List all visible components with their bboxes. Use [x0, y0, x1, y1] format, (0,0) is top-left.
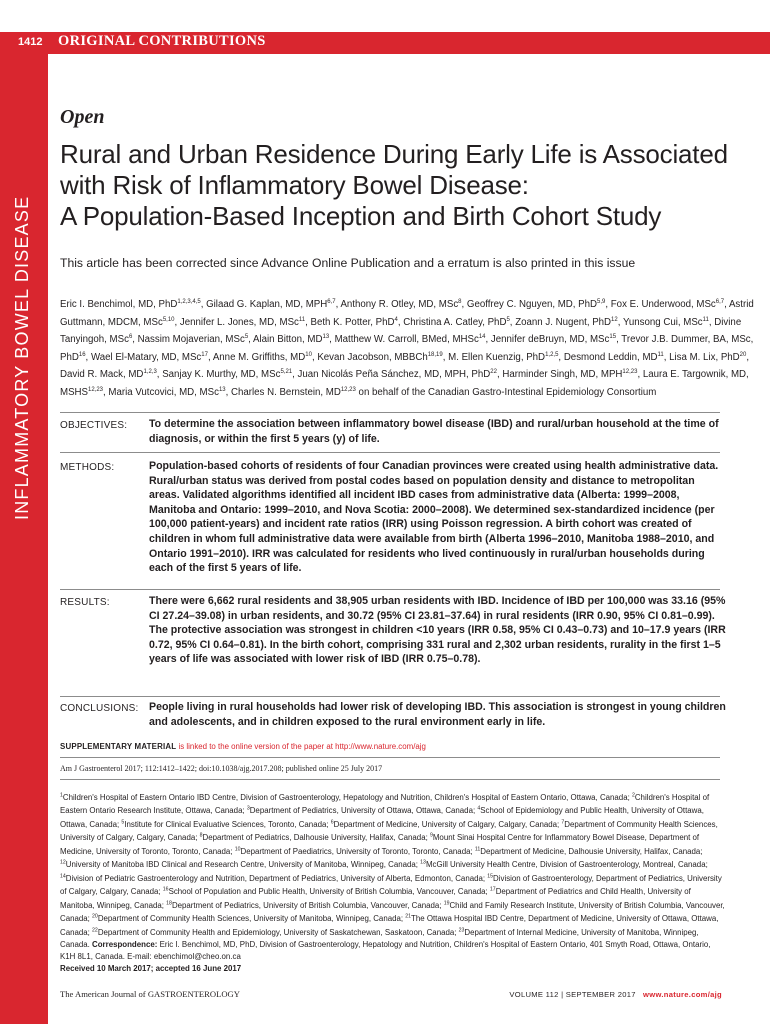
author-affiliation: 5,9 [597, 299, 606, 305]
affiliation-number: 9 [429, 832, 433, 839]
affiliation-number: 1 [60, 792, 63, 798]
author-affiliation: 15 [609, 334, 617, 341]
title-line: with Risk of Inflammatory Bowel Disease: [60, 170, 529, 200]
title-line: Rural and Urban Residence During Early Life is Associated [60, 139, 728, 169]
affiliation-text: Department of Pediatrics, Dalhousie University, Halifax, Canada; [202, 833, 430, 843]
sidebar-band [0, 54, 48, 1024]
affiliation-number: 10 [234, 846, 241, 853]
author-name: Anne M. Griffiths, MD [212, 351, 306, 363]
author-affiliation: 6,7 [715, 299, 725, 305]
affiliation-number: 4 [477, 805, 481, 812]
consortium-note: on behalf of the Canadian Gastro-Intestinal Epidemiology Consortium [355, 386, 657, 398]
results-text: There were 6,662 rural residents and 38,905 urban residents with IBD. Incidence of IBD per 100,000 was 33.16 (95% CI 27.24–39.08) in urban residents, and 30.72 (95% CI 23.81–37.64) in rural residents (IRR 0.90, 95% CI 0.81–0.99). The protective association was strongest in children <10 years (IRR 0.58, 95% CI 0.43–0.73) and 10–17.9 years (IRR 0.72, 95% CI 0.64–0.81). In the birth cohort, comprising 331 rural and 2,302 urban residents, rurality in the first 1–5 years of life was associated with lower risk of IBD (IRR 0.75–0.78). [149, 595, 726, 666]
sidebar-label: INFLAMMATORY BOWEL DISEASE [12, 195, 32, 520]
author-name: Alain Bitton, MD [253, 334, 323, 346]
author-affiliation: 16 [78, 351, 86, 358]
author-name: Laura E. Targownik, MD, MSHS [60, 369, 749, 398]
author-name: Fox E. Underwood, MSc [610, 299, 716, 311]
author-name: David R. Mack, MD [60, 369, 144, 381]
author-name: Eric I. Benchimol, MD, PhD [60, 299, 178, 311]
author-name: Geoffrey C. Nguyen, MD, PhD [466, 299, 598, 311]
affiliation-text: Division of Pediatric Gastroenterology and Nutrition, Department of Pediatrics, University of Alberta, Edmonton, Canada; [65, 873, 488, 883]
author-affiliation: 12,23 [622, 369, 638, 376]
affiliation-number: 18 [166, 900, 172, 907]
affiliation-number: 19 [443, 900, 450, 907]
affiliation-number: 17 [489, 886, 496, 893]
author-affiliation: 18,19 [427, 351, 443, 358]
author-affiliation: 17 [201, 351, 208, 358]
author-affiliation: 12,23 [340, 386, 356, 393]
affiliation-number: 11 [474, 846, 481, 853]
author-name: Sanjay K. Murthy, MD, MSc [162, 369, 281, 381]
author-affiliation: 1,2,3 [143, 369, 157, 376]
affiliation-text: University of Manitoba IBD Clinical and Research Centre, University of Manitoba, Winnipeg, Canada; [65, 860, 421, 870]
affiliation-number: 22 [92, 927, 98, 934]
affiliation-text: Division of Gastroenterology, Department of Pediatrics, University of Calgary, Calgary, Canada; [60, 873, 722, 897]
affiliation-text: The Ottawa Hospital IBD Centre, Department of Medicine, University of Ottawa, Ottawa, Canada; [60, 914, 719, 937]
author-affiliation: 13 [218, 386, 226, 393]
affiliation-text: Department of Medicine, University of Calgary, Calgary, Canada; [333, 819, 562, 829]
affiliation-text: Children's Hospital of Eastern Ontario IBD Centre, Division of Gastroenterology, Hepatology and Nutrition, Children's Hospital of Eastern Ontario, Ottawa, Canada; [62, 792, 632, 802]
affiliation-text: Department of Internal Medicine, University of Manitoba, Winnipeg, Canada. [60, 927, 699, 949]
author-affiliation: 8 [458, 299, 462, 305]
supplementary-link[interactable]: is linked to the online version of the paper at http://www.nature.com/ajg [176, 742, 426, 751]
affiliation-number: 23 [458, 927, 465, 934]
objectives-text: To determine the association between inflammatory bowel disease (IBD) and rural/urban household at the time of diagnosis, or within the first 5 years (y) of life. [149, 418, 719, 445]
author-affiliation: 14 [478, 334, 486, 341]
affiliation-number: 7 [561, 819, 565, 826]
methods-text: Population-based cohorts of residents of four Canadian provinces were created using health administrative data. Rural/urban status was derived from postal codes based on population density and distance to metropolitan areas. Validated algorithms identified all incident IBD cases from administrative data (Alberta: 1999–2008, Manitoba and Ontario: 1999–2010, and Nova Scotia: 2000–2008). We determined sex-standardized incidence (per 100,000 patient-years) and incident rate ratios (IRR) using Poisson regression. A birth cohort was created of children in whom full administrative data were available from birth (Alberta 1996–2010, Manitoba 1988–2010, and Ontario 1991–2010). IRR was calculated for residents who lived continuously in rural/urban households during each of the first 5 years of life. [149, 460, 719, 575]
supplementary-note [60, 742, 426, 751]
page-number: 1412 [18, 36, 43, 48]
author-name: M. Ellen Kuenzig, PhD [448, 351, 546, 363]
author-affiliation: 13 [322, 334, 330, 341]
author-affiliation: 11 [657, 351, 664, 358]
affiliation-number: 13 [420, 859, 426, 866]
author-affiliation: 12,23 [88, 386, 104, 393]
affiliation-text: Department of Pediatrics, University of Ottawa, Ottawa, Canada; [249, 806, 478, 816]
author-name: Kevan Jacobson, MBBCh [317, 351, 428, 363]
divider [60, 696, 720, 697]
affiliation-number: 8 [199, 832, 203, 839]
author-name: Beth K. Potter, PhD [310, 316, 395, 328]
journal-name: The American Journal of GASTROENTEROLOGY [60, 989, 240, 999]
author-name: Harminder Singh, MD, MPH [502, 369, 623, 381]
author-name: Jennifer deBruyn, MD, MSc [490, 334, 610, 346]
journal-url[interactable]: www.nature.com/ajg [643, 990, 722, 999]
volume-info: VOLUME 112 | SEPTEMBER 2017 [509, 990, 636, 999]
author-name: Matthew W. Carroll, BMed, MHSc [334, 334, 479, 346]
affiliation-number: 21 [405, 913, 412, 920]
author-name: Charles N. Bernstein, MD [231, 386, 341, 398]
author-affiliation: 4 [394, 316, 398, 323]
author-name: Gilaad G. Kaplan, MD, MPH [206, 299, 328, 311]
affiliation-text: Department of Pediatrics and Child Health, University of Manitoba, Winnipeg, Canada; [60, 887, 691, 910]
affiliation-text: Institute for Clinical Evaluative Sciences, Toronto, Canada; [124, 819, 331, 829]
author-name: Wael El-Matary, MD, MSc [90, 351, 202, 363]
affiliation-number: 16 [162, 886, 169, 893]
citation: Am J Gastroenterol 2017; 112:1412–1422; doi:10.1038/ajg.2017.208; published online 25 July 2017 [60, 764, 383, 773]
affiliation-list [60, 793, 725, 949]
affiliation-text: Department of Medicine, Dalhousie University, Halifax, Canada; [480, 846, 703, 856]
author-name: Lisa M. Lix, PhD [669, 351, 740, 363]
supplementary-label: SUPPLEMENTARY MATERIAL [60, 742, 177, 751]
divider [60, 757, 720, 758]
affiliation-text: School of Population and Public Health, University of British Columbia, Vancouver, Canada; [168, 887, 490, 897]
author-name: Christina A. Catley, PhD [403, 316, 507, 328]
affiliations [60, 790, 726, 975]
affiliation-number: 2 [631, 792, 635, 798]
open-access-label: Open [60, 106, 105, 128]
divider [60, 779, 720, 780]
sidebar-label-wrap [12, 195, 38, 890]
results-label: RESULTS: [60, 597, 110, 608]
affiliation-text: Child and Family Research Institute, University of British Columbia, Vancouver, Canada; [60, 900, 725, 924]
affiliation-number: 6 [330, 819, 334, 826]
affiliation-number: 14 [60, 873, 66, 880]
methods-label: METHODS: [60, 462, 115, 473]
author-affiliation: 11 [702, 316, 709, 323]
author-affiliation: 1,2,5 [545, 351, 559, 358]
affiliation-text: Mount Sinai Hospital Centre for Inflammatory Bowel Disease, Department of Medicine, University of Toronto, Toronto, Canada; [60, 833, 700, 856]
author-affiliation: 6,7 [327, 299, 336, 305]
affiliation-number: 5 [121, 819, 125, 826]
footer-volume [509, 990, 722, 999]
affiliation-number: 15 [487, 873, 494, 880]
affiliation-text: Department of Community Health and Epidemiology, University of Saskatchewan, Saskatoon, Canada; [97, 927, 459, 937]
affiliation-text: Department of Paediatrics, University of Toronto, Toronto, Canada; [240, 846, 475, 856]
author-affiliation: 5,21 [280, 369, 293, 376]
conclusions-text: People living in rural households had lower risk of developing IBD. This association is strongest in young children and adolescents, and in children exposed to the rural environment early in life. [149, 701, 726, 728]
author-affiliation: 10 [305, 351, 312, 358]
divider [60, 452, 720, 453]
author-name: Anthony R. Otley, MD, MSc [340, 299, 459, 311]
author-affiliation: 20 [739, 351, 747, 358]
author-name: Astrid Guttmann, MDCM, MSc [60, 299, 754, 328]
author-affiliation: 22 [490, 369, 497, 376]
affiliation-number: 12 [60, 859, 66, 866]
affiliation-text: McGill University Health Centre, Division of Gastroenterology, Montreal, Canada; [425, 860, 708, 870]
correction-note: This article has been corrected since Advance Online Publication and a erratum is also printed in this issue [60, 256, 636, 270]
author-name: Yunsong Cui, MSc [622, 316, 703, 328]
author-affiliation: 1,2,3,4,5 [177, 299, 201, 305]
title-line: A Population-Based Inception and Birth Cohort Study [60, 201, 662, 231]
author-affiliation: 6 [128, 334, 133, 341]
author-name: Juan Nicolás Peña Sánchez, MD, MPH, PhD [297, 369, 491, 381]
author-name: Desmond Leddin, MD [563, 351, 658, 363]
author-list: Eric I. Benchimol, MD, PhD$^{1,2,3,4,5}$, Gilaad G. Kaplan, MD, MPH$^{6,7}$, Anthony R. Otley, MD, MSc$^8$, Geoffrey C. Nguyen, MD, PhD$^{5,9}$, Fox E. Underwood, MSc$^{6,7}$, Astrid Guttmann, MDCM, MSc$^{5,10}$, Jennifer L. Jones, MD, MSc$^{11}$, Beth K. Potter, PhD$^4$, Christina A. Catley, PhD$^5$, Zoann J. Nugent, PhD$^{12}$, Yunsong Cui, MSc$^{11}$, Divine Tanyingoh, MSc$^6$, Nassim Mojaverian, MSc$^5$, Alain Bitton, MD$^{13}$, Matthew W. Carroll, BMed, MHSc$^{14}$, Jennifer deBruyn, MD, MSc$^{15}$, Trevor J.B. Dummer, BA, MSc, PhD$^{16}$, Wael El-Matary, MD, MSc$^{17}$, Anne M. Griffiths, MD$^{10}$, Kevan Jacobson, MBBCh$^{18,19}$, M. Ellen Kuenzig, PhD$^{1,2,5}$, Desmond Leddin, MD$^{11}$, Lisa M. Lix, PhD$^{20}$, David R. Mack, MD$^{1,2,3}$, Sanjay K. Murthy, MD, MSc$^{5,21}$, Juan Nicolás Peña Sánchez, MD, MPH, PhD$^{22}$, Harminder Singh, MD, MPH$^{12,23}$, Laura E. Targownik, MD, MSHS$^{12,23}$, Maria Vutcovici, MD, MSc$^{13}$, Charles N. Bernstein, MD$^{12,23}$ on behalf of the Canadian Gastro-Intestinal Epidemiology Consortium [60, 299, 754, 398]
author-name: Divine Tanyingoh, MSc [60, 316, 742, 346]
affiliation-text: Department of Pediatrics, University of British Columbia, Vancouver, Canada; [171, 900, 444, 910]
conclusions-label: CONCLUSIONS: [60, 703, 139, 714]
divider [60, 412, 720, 413]
correspondence-text: Eric I. Benchimol, MD, PhD, Division of Gastroenterology, Hepatology and Nutrition, Children's Hospital of Eastern Ontario, 401 Smyth Road, Ottawa, Ontario, K1H 8L1, Canada. E-mail: ebenchimol@cheo.on.ca [60, 939, 711, 961]
affiliation-text: Department of Community Health Sciences, University of Manitoba, Winnipeg, Canada; [97, 914, 406, 924]
author-affiliation: 12 [611, 316, 618, 323]
author-affiliation: 5 [244, 334, 249, 341]
author-affiliation: 5 [506, 316, 510, 323]
author-name: Nassim Mojaverian, MSc [137, 334, 245, 346]
header-bar [0, 32, 770, 54]
affiliation-number: 20 [92, 913, 98, 920]
divider [60, 589, 720, 590]
affiliation-number: 3 [246, 805, 250, 812]
author-name: Trevor J.B. Dummer, BA, MSc, PhD [60, 334, 754, 363]
article-title [60, 139, 760, 232]
objectives-label: OBJECTIVES: [60, 420, 128, 431]
author-name: Jennifer L. Jones, MD, MSc [179, 316, 299, 328]
author-affiliation: 11 [298, 316, 306, 323]
author-name: Maria Vutcovici, MD, MSc [108, 386, 219, 398]
correspondence-label: Correspondence: [92, 939, 158, 949]
affiliation-text: Department of Community Health Sciences, University of Calgary, Calgary, Canada; [60, 819, 718, 843]
affiliation-text: Children's Hospital of Eastern Ontario Research Institute, Ottawa, Canada; [60, 792, 710, 816]
received-dates: Received 10 March 2017; accepted 16 June 2017 [60, 963, 242, 973]
author-affiliation: 5,10 [162, 316, 175, 323]
author-name: Zoann J. Nugent, PhD [515, 316, 612, 328]
affiliation-text: School of Epidemiology and Public Health, University of Ottawa, Ottawa, Canada; [60, 806, 704, 829]
section-heading: ORIGINAL CONTRIBUTIONS [58, 33, 266, 49]
